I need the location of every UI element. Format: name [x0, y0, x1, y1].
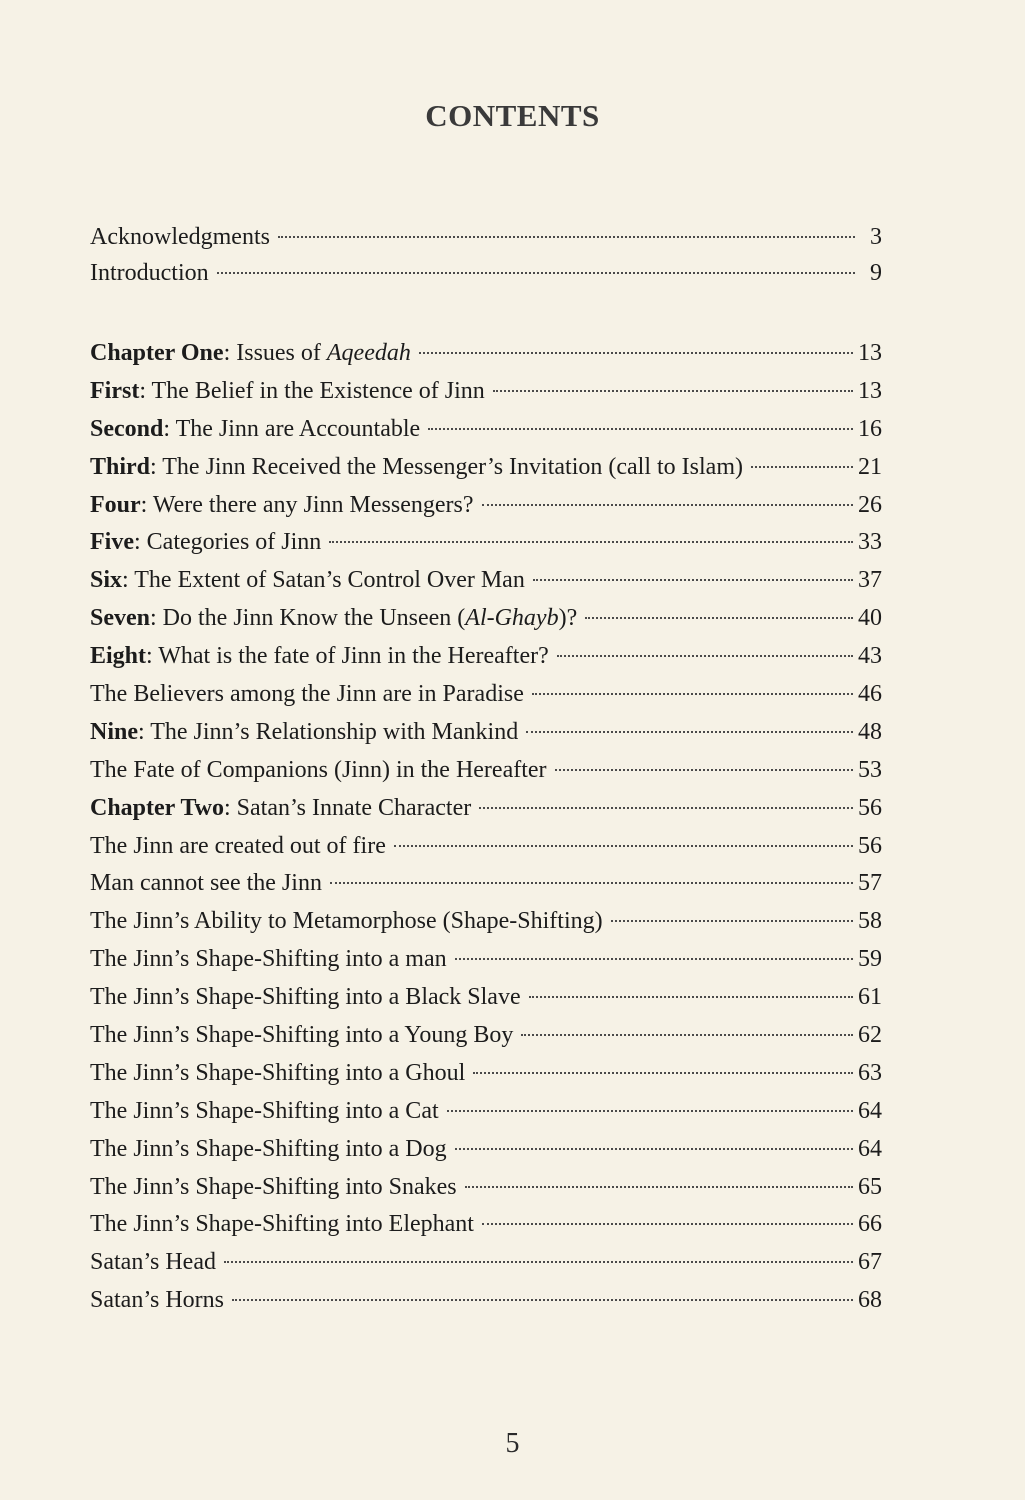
- toc-entry-title: [90, 1131, 447, 1169]
- toc-page-number: 64: [858, 1097, 882, 1124]
- toc-page-number: 26: [858, 491, 882, 518]
- toc-entry-rest: Satan’s Head: [90, 1249, 216, 1276]
- dot-leader: [585, 617, 853, 619]
- toc-entry-bold: Eight: [90, 643, 147, 670]
- dot-leader: [330, 882, 853, 884]
- toc-entry: [90, 828, 882, 866]
- toc-entry-bold: Seven: [90, 605, 150, 632]
- toc-page-number: 16: [858, 415, 882, 442]
- toc-entry-rest: The Jinn’s Shape-Shifting into Snakes: [90, 1173, 457, 1200]
- dot-leader: [521, 1034, 853, 1036]
- toc-entry: [90, 1131, 882, 1169]
- toc-entry-rest: : Issues of: [223, 340, 327, 366]
- toc-entry-title: [90, 790, 471, 828]
- dot-leader: [278, 236, 855, 238]
- toc-page-number: 65: [858, 1173, 882, 1200]
- toc-page-number: 66: [858, 1211, 882, 1238]
- toc-page-number: 46: [858, 681, 882, 708]
- toc-entry-title: [90, 1017, 513, 1055]
- dot-leader: [455, 958, 853, 960]
- dot-leader: [479, 807, 853, 809]
- dot-leader: [217, 272, 855, 274]
- toc-entry: [90, 219, 882, 255]
- dot-leader: [533, 579, 853, 581]
- toc-entry-italic: Al-Ghayb: [465, 605, 559, 632]
- toc-entry-title: [90, 373, 485, 411]
- toc-entry-title: [90, 638, 549, 676]
- dot-leader: [526, 731, 853, 733]
- toc-entry-rest: The Jinn’s Ability to Metamorphose (Shape-Shifting): [90, 908, 603, 935]
- toc-entry-rest: : The Jinn’s Relationship with Mankind: [138, 718, 519, 745]
- toc-entry-bold: Second: [90, 415, 164, 442]
- toc-entry-rest: : Do the Jinn Know the Unseen (: [150, 605, 466, 632]
- toc-entry-bold: Chapter Two: [90, 794, 225, 821]
- toc-entry-rest: The Jinn’s Shape-Shifting into a Cat: [90, 1097, 439, 1124]
- toc-entry-rest: Satan’s Horns: [90, 1287, 224, 1314]
- toc-page-number: 13: [858, 377, 882, 404]
- front-matter-list: [90, 219, 882, 291]
- toc-entry: [90, 487, 882, 525]
- toc-entry-title: [90, 562, 525, 600]
- toc-entry: [90, 255, 882, 291]
- toc-entry: [90, 790, 882, 828]
- toc-page-number: 68: [858, 1287, 882, 1314]
- toc-entry-title: [90, 335, 411, 373]
- toc-page-number: 56: [858, 794, 882, 821]
- toc-entry: [90, 449, 882, 487]
- toc-entry-title: [90, 1282, 224, 1320]
- dot-leader: [465, 1186, 853, 1188]
- toc-entry-rest: The Fate of Companions (Jinn) in the Hereafter: [90, 756, 547, 783]
- toc-entry-tail: )?: [558, 605, 578, 632]
- toc-entry-rest: : The Jinn Received the Messenger’s Invitation (call to Islam): [150, 453, 743, 480]
- toc-entry: [90, 979, 882, 1017]
- contents-title: CONTENTS: [425, 98, 600, 133]
- toc-entry-rest: Man cannot see the Jinn: [90, 870, 322, 897]
- toc-entry: [90, 903, 882, 941]
- toc-page-number: 64: [858, 1135, 882, 1162]
- toc-entry: [90, 1055, 882, 1093]
- toc-entry-title: [90, 449, 743, 487]
- toc-page-number: 13: [858, 340, 882, 366]
- toc-page-number: 43: [858, 643, 882, 670]
- toc-entry-title: [90, 714, 518, 752]
- toc-entry-rest: : Satan’s Innate Character: [224, 794, 472, 821]
- toc-page-number: 56: [858, 832, 882, 859]
- toc-entry-title: [90, 1169, 457, 1207]
- toc-entry-bold: Five: [90, 529, 134, 556]
- toc-entry-title: [90, 941, 447, 979]
- toc-entry-title: [90, 979, 521, 1017]
- toc-entry-title: [90, 865, 322, 903]
- toc-entry: [90, 562, 882, 600]
- toc-entry-rest: The Jinn’s Shape-Shifting into a Ghoul: [90, 1059, 466, 1086]
- dot-leader: [232, 1299, 853, 1301]
- toc-entry-rest: : The Extent of Satan’s Control Over Man: [122, 567, 525, 594]
- toc-entry: [90, 676, 882, 714]
- toc-entry-title: [90, 411, 420, 449]
- dot-leader: [455, 1148, 853, 1150]
- toc-entry: [90, 1017, 882, 1055]
- toc-entry-bold: First: [90, 377, 140, 404]
- dot-leader: [611, 920, 853, 922]
- toc-page-number: 67: [858, 1249, 882, 1276]
- toc-entry-rest: The Jinn’s Shape-Shifting into a man: [90, 946, 447, 973]
- toc-entry-italic: Aqeedah: [326, 340, 411, 366]
- dot-leader: [555, 769, 853, 771]
- dot-leader: [419, 352, 853, 354]
- toc-entry-title: [90, 903, 603, 941]
- toc-entry-bold: Six: [90, 567, 123, 594]
- toc-page-number: 57: [858, 870, 882, 897]
- dot-leader: [329, 541, 853, 543]
- toc-entry-title: [90, 600, 577, 638]
- dot-leader: [428, 428, 853, 430]
- toc-entry: [90, 1244, 882, 1282]
- toc-entry-rest: The Jinn’s Shape-Shifting into a Black Slave: [90, 984, 521, 1011]
- dot-leader: [224, 1261, 853, 1263]
- toc-entry-rest: : The Belief in the Existence of Jinn: [139, 377, 485, 404]
- toc-entry: [90, 373, 882, 411]
- toc-page-number: 53: [858, 756, 882, 783]
- dot-leader: [473, 1072, 853, 1074]
- toc-entry-title: [90, 487, 474, 525]
- dot-leader: [751, 466, 853, 468]
- toc-entry-rest: : The Jinn are Accountable: [163, 415, 421, 442]
- toc-entry: [90, 600, 882, 638]
- toc-entry: [90, 752, 882, 790]
- toc-page-number: 62: [858, 1022, 882, 1049]
- toc-page-number: 48: [858, 718, 882, 745]
- toc-entry-rest: The Jinn’s Shape-Shifting into a Young Boy: [90, 1022, 514, 1049]
- toc-entry-rest: : What is the fate of Jinn in the Hereafter?: [146, 643, 549, 670]
- toc-page-number: 61: [858, 984, 882, 1011]
- toc-entry-bold: Third: [90, 453, 151, 480]
- toc-page-number: 9: [870, 260, 882, 286]
- dot-leader: [447, 1110, 853, 1112]
- toc-page-number: 3: [870, 224, 882, 250]
- dot-leader: [493, 390, 853, 392]
- toc-entry-rest: : Categories of Jinn: [133, 529, 322, 556]
- toc-entry-rest: Introduction: [90, 260, 209, 286]
- toc-entry: [90, 638, 882, 676]
- toc-entry-rest: The Believers among the Jinn are in Paradise: [90, 681, 524, 708]
- toc-entry-rest: The Jinn are created out of fire: [90, 832, 386, 859]
- toc-entry-title: [90, 1093, 439, 1131]
- toc-entry-bold: Four: [90, 491, 141, 518]
- toc-entry-rest: The Jinn’s Shape-Shifting into Elephant: [90, 1211, 474, 1238]
- toc-entry: [90, 335, 882, 373]
- toc-entry: [90, 941, 882, 979]
- toc-entry: [90, 1282, 882, 1320]
- toc-entry-bold: Chapter One: [90, 340, 224, 366]
- toc-entry: [90, 411, 882, 449]
- toc-entry-title: [90, 828, 386, 866]
- toc-page-number: 37: [858, 567, 882, 594]
- dot-leader: [532, 693, 853, 695]
- toc-entry: [90, 1169, 882, 1207]
- toc-page-number: 63: [858, 1059, 882, 1086]
- toc-entry: [90, 1206, 882, 1244]
- toc-entry: [90, 865, 882, 903]
- dot-leader: [394, 845, 853, 847]
- dot-leader: [482, 1223, 853, 1225]
- toc-entry-title: [90, 676, 524, 714]
- toc-entry: [90, 524, 882, 562]
- dot-leader: [529, 996, 853, 998]
- toc-entry-title: [90, 255, 209, 291]
- toc-entry-rest: : Were there any Jinn Messengers?: [140, 491, 474, 518]
- toc-entry-rest: The Jinn’s Shape-Shifting into a Dog: [90, 1135, 447, 1162]
- toc-entry-title: [90, 219, 270, 255]
- toc-entry-title: [90, 1244, 216, 1282]
- toc-page-number: 33: [858, 529, 882, 556]
- toc-entry-rest: Acknowledgments: [90, 224, 270, 250]
- toc-entry: [90, 714, 882, 752]
- toc-entry-title: [90, 524, 321, 562]
- toc-entry-bold: Nine: [90, 718, 138, 745]
- toc-entry-title: [90, 1206, 474, 1244]
- toc-entry-title: [90, 1055, 465, 1093]
- toc-page-number: 58: [858, 908, 882, 935]
- page-number: 5: [505, 1428, 520, 1459]
- toc-entry-title: [90, 752, 547, 790]
- toc-page-number: 59: [858, 946, 882, 973]
- dot-leader: [557, 655, 853, 657]
- contents-list: [90, 335, 882, 1320]
- toc-page-number: 21: [858, 453, 882, 480]
- toc-entry: [90, 1093, 882, 1131]
- toc-page-number: 40: [858, 605, 882, 632]
- dot-leader: [482, 504, 853, 506]
